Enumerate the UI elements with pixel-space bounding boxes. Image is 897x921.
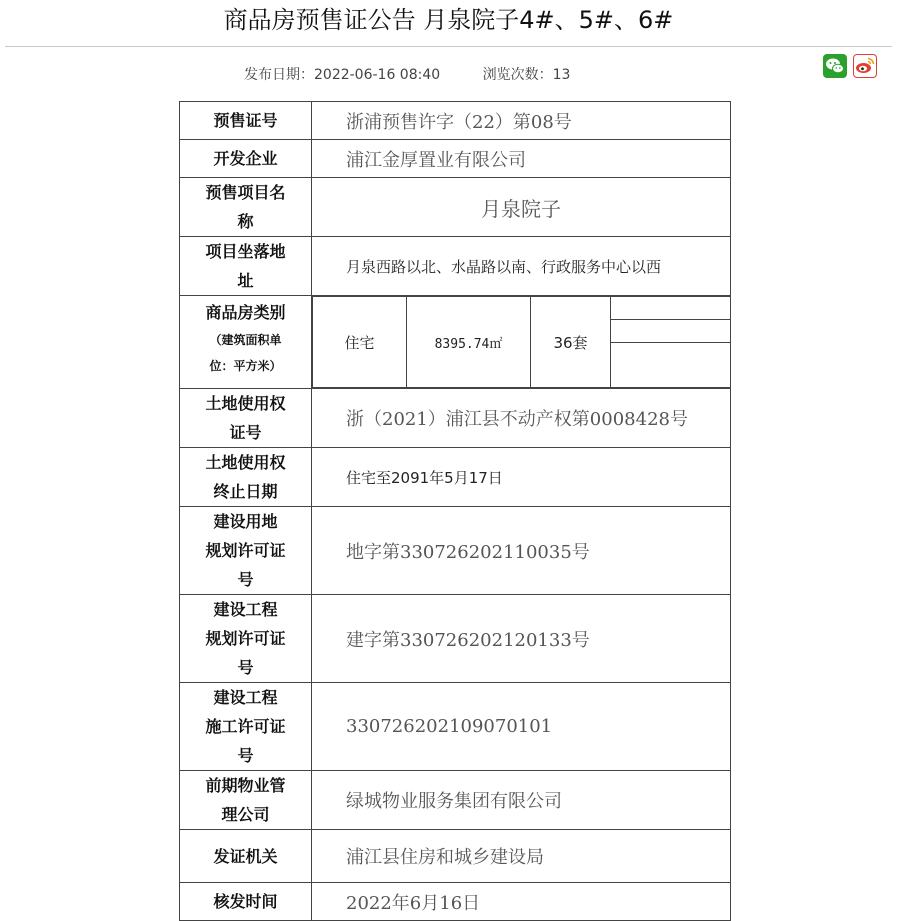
table-row xyxy=(180,771,731,830)
house-units-value: 36套 xyxy=(531,297,611,388)
project-name-value: 月泉院子 xyxy=(312,178,731,237)
row-label-house-type: 商品房类别 （建筑面积单 位：平方米） xyxy=(180,296,312,389)
row-label-construction: 建设工程 施工许可证 号 xyxy=(180,683,312,771)
house-type-subtable xyxy=(312,296,730,388)
row-label-issuer: 发证机关 xyxy=(180,830,312,883)
issuer-value: 浦江县住房和城乡建设局 xyxy=(312,830,731,883)
wechat-icon xyxy=(823,54,847,78)
page-title: 商品房预售证公告 月泉院子4#、5#、6# xyxy=(223,6,674,34)
property-mgmt-value: 绿城物业服务集团有限公司 xyxy=(312,771,731,830)
table-row xyxy=(180,178,731,237)
table-row xyxy=(180,883,731,921)
row-label-presale-no: 预售证号 xyxy=(180,102,312,140)
row-label-property-mgmt: 前期物业管 理公司 xyxy=(180,771,312,830)
table-row xyxy=(180,448,731,507)
row-label-location: 项目坐落地 址 xyxy=(180,237,312,296)
table-row xyxy=(180,830,731,883)
view-count: 浏览次数：13 xyxy=(482,67,571,83)
wechat-share-button[interactable] xyxy=(823,54,847,78)
land-end-value: 住宅至2091年5月17日 xyxy=(312,448,731,507)
row-label-developer: 开发企业 xyxy=(180,140,312,178)
row-label-issue-date: 核发时间 xyxy=(180,883,312,921)
table-row xyxy=(180,595,731,683)
house-area-value: 8395.74㎡ xyxy=(407,297,531,388)
row-label-land-cert: 土地使用权 证号 xyxy=(180,389,312,448)
row-label-land-plan: 建设用地 规划许可证 号 xyxy=(180,507,312,595)
house-type-cell xyxy=(312,296,731,389)
row-label-eng-plan: 建设工程 规划许可证 号 xyxy=(180,595,312,683)
publish-date: 发布日期：2022-06-16 08:40 xyxy=(244,67,441,83)
row-label-project-name: 预售项目名 称 xyxy=(180,178,312,237)
title-divider xyxy=(5,46,892,47)
presale-info-table xyxy=(179,101,731,921)
table-row xyxy=(180,389,731,448)
land-cert-value: 浙（2021）浦江县不动产权第0008428号 xyxy=(312,389,731,448)
table-row xyxy=(180,296,731,389)
table-row xyxy=(180,683,731,771)
weibo-icon xyxy=(854,55,876,77)
table-row xyxy=(180,237,731,296)
land-plan-value: 地字第330726202110035号 xyxy=(312,507,731,595)
table-row xyxy=(180,507,731,595)
empty-stack-cells xyxy=(611,297,731,388)
house-type-value: 住宅 xyxy=(313,297,407,388)
eng-plan-value: 建字第330726202120133号 xyxy=(312,595,731,683)
presale-no-value: 浙浦预售许字（22）第08号 xyxy=(312,102,731,140)
article-meta xyxy=(244,64,608,84)
row-label-land-end: 土地使用权 终止日期 xyxy=(180,448,312,507)
weibo-share-button[interactable] xyxy=(853,54,877,78)
developer-value: 浦江金厚置业有限公司 xyxy=(312,140,731,178)
table-row xyxy=(180,102,731,140)
location-value: 月泉西路以北、水晶路以南、行政服务中心以西 xyxy=(312,237,731,296)
issue-date-value: 2022年6月16日 xyxy=(312,883,731,921)
construction-value: 330726202109070101 xyxy=(312,683,731,771)
table-row xyxy=(180,140,731,178)
